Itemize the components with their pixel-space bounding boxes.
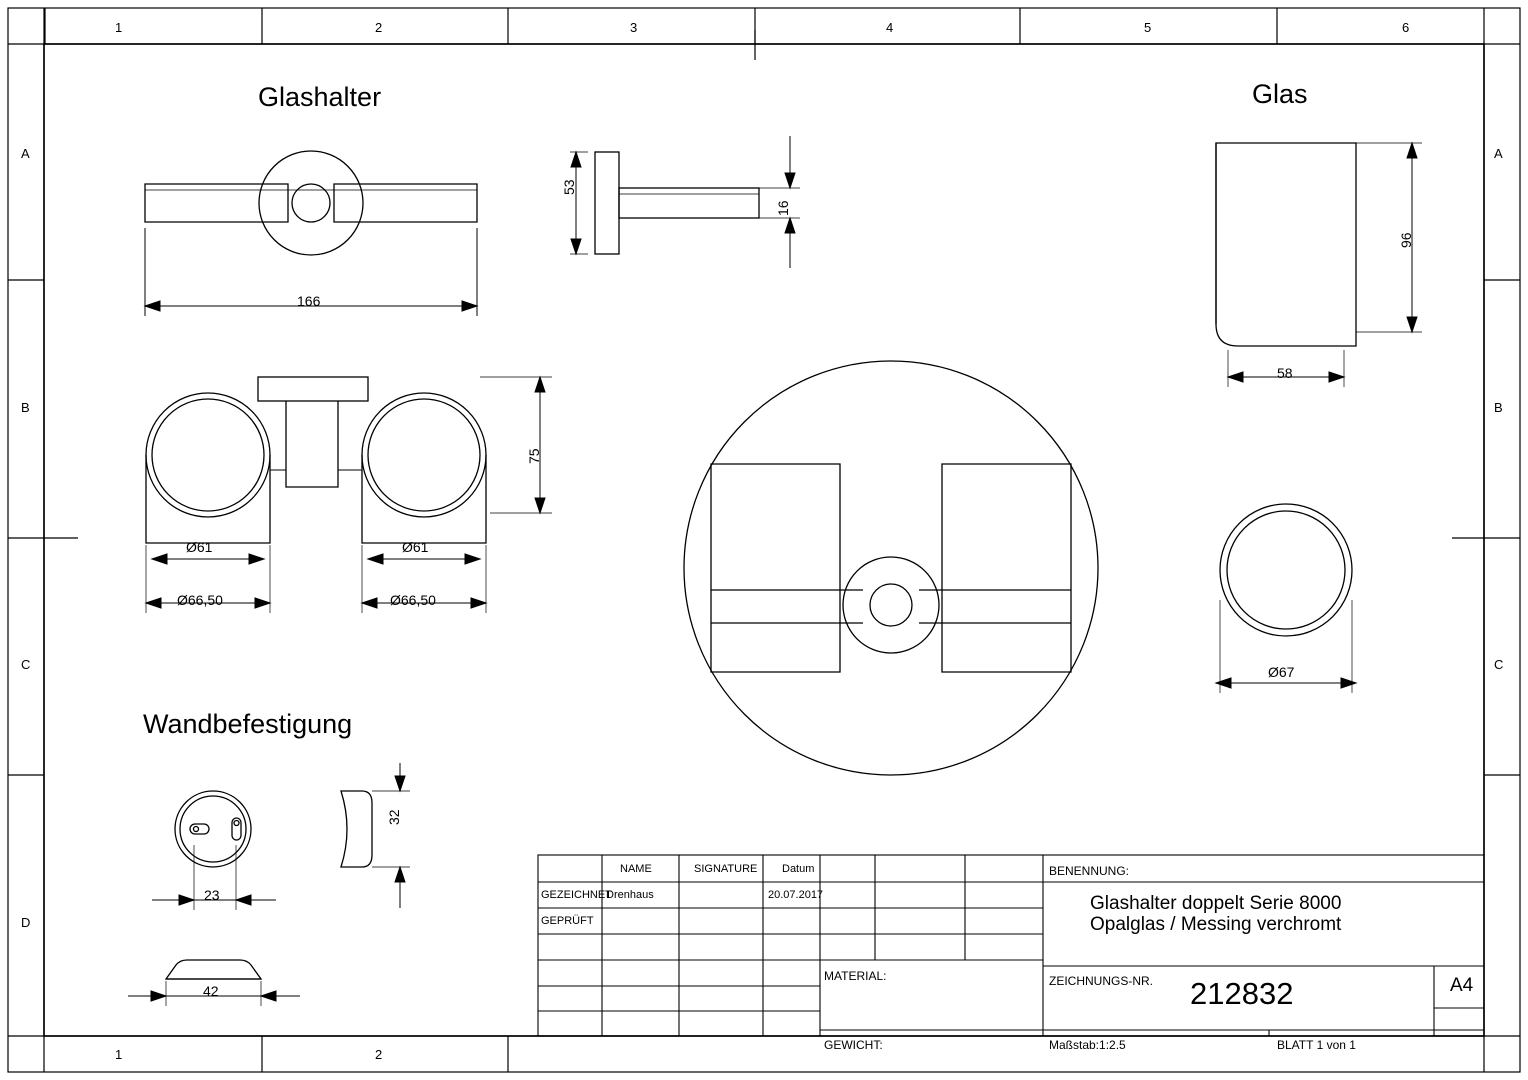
dim-label-166: 166: [297, 293, 321, 309]
dim-d61-right: [368, 554, 480, 564]
dim-75: [480, 377, 552, 513]
view-glas-top: [1220, 504, 1352, 636]
dim-label-d6650-left: Ø66,50: [177, 592, 223, 608]
tb-col-signature: SIGNATURE: [694, 863, 758, 875]
zone-bottom-1: 1: [115, 1047, 123, 1062]
view-wand-side: [341, 791, 372, 867]
tb-col-name: NAME: [620, 863, 652, 875]
view-glas-front: [1216, 143, 1356, 346]
zone-left-a: A: [21, 146, 30, 161]
view-wand-front: [175, 791, 251, 867]
dim-label-23: 23: [204, 887, 220, 903]
tb-zeichnungsnr-value: 212832: [1190, 976, 1294, 1011]
tb-row-gezeichnet-datum: 20.07.2017: [768, 889, 824, 901]
zone-top-5: 5: [1144, 20, 1152, 35]
zone-top-2: 2: [375, 20, 383, 35]
tb-blatt: BLATT 1 von 1: [1277, 1038, 1356, 1052]
view-glashalter-side: [595, 152, 759, 254]
dim-label-16: 16: [775, 200, 791, 216]
tb-benennung-label: BENENNUNG:: [1049, 864, 1130, 878]
view-wand-bottom: [166, 960, 261, 979]
dim-label-d67: Ø67: [1268, 664, 1295, 680]
view-glashalter-bottom: [146, 377, 486, 543]
dim-label-d61-right: Ø61: [402, 539, 429, 555]
zone-left-c: C: [21, 657, 31, 672]
zone-right-a: A: [1494, 146, 1503, 161]
zone-top-1: 1: [115, 20, 123, 35]
tb-zeichnungsnr-label: ZEICHNUNGS-NR.: [1049, 974, 1153, 988]
dim-label-42: 42: [203, 983, 219, 999]
view-center-plan: [684, 361, 1098, 775]
view-title-wandbefestigung: Wandbefestigung: [143, 709, 353, 739]
view-glashalter-front: [145, 151, 477, 255]
title-block: [538, 855, 1484, 1036]
tb-row-gezeichnet-name: Drenhaus: [606, 889, 654, 901]
dim-53: [570, 152, 588, 254]
zone-left-d: D: [21, 915, 31, 930]
dim-label-96: 96: [1398, 232, 1414, 248]
zone-left-b: B: [21, 400, 30, 415]
dim-label-53: 53: [561, 179, 577, 195]
dim-label-58: 58: [1277, 365, 1293, 381]
view-title-glas: Glas: [1252, 79, 1308, 109]
tb-material-label: MATERIAL:: [824, 969, 887, 983]
tb-gewicht-label: GEWICHT:: [824, 1038, 883, 1052]
tb-row-geprueft-label: GEPRÜFT: [541, 915, 594, 927]
tb-massstab: Maßstab:1:2.5: [1049, 1038, 1126, 1052]
tb-benennung-line2: Opalglas / Messing verchromt: [1090, 914, 1342, 935]
zone-top-6: 6: [1402, 20, 1410, 35]
dim-label-75: 75: [526, 448, 542, 464]
tb-col-datum: Datum: [782, 863, 815, 875]
zone-right-c: C: [1494, 657, 1504, 672]
zone-bottom-2: 2: [375, 1047, 383, 1062]
tb-row-gezeichnet-label: GEZEICHNET: [541, 889, 612, 901]
tb-format: A4: [1450, 975, 1474, 996]
zone-top-4: 4: [886, 20, 894, 35]
dim-d61-left: [152, 554, 264, 564]
zone-top-3: 3: [630, 20, 638, 35]
view-title-glashalter: Glashalter: [258, 82, 382, 112]
dim-label-32: 32: [386, 809, 402, 825]
dim-label-d61-left: Ø61: [186, 539, 213, 555]
dim-label-d6650-right: Ø66,50: [390, 592, 436, 608]
dim-32: [372, 763, 410, 908]
tb-benennung-line1: Glashalter doppelt Serie 8000: [1090, 893, 1342, 914]
zone-right-b: B: [1494, 400, 1503, 415]
